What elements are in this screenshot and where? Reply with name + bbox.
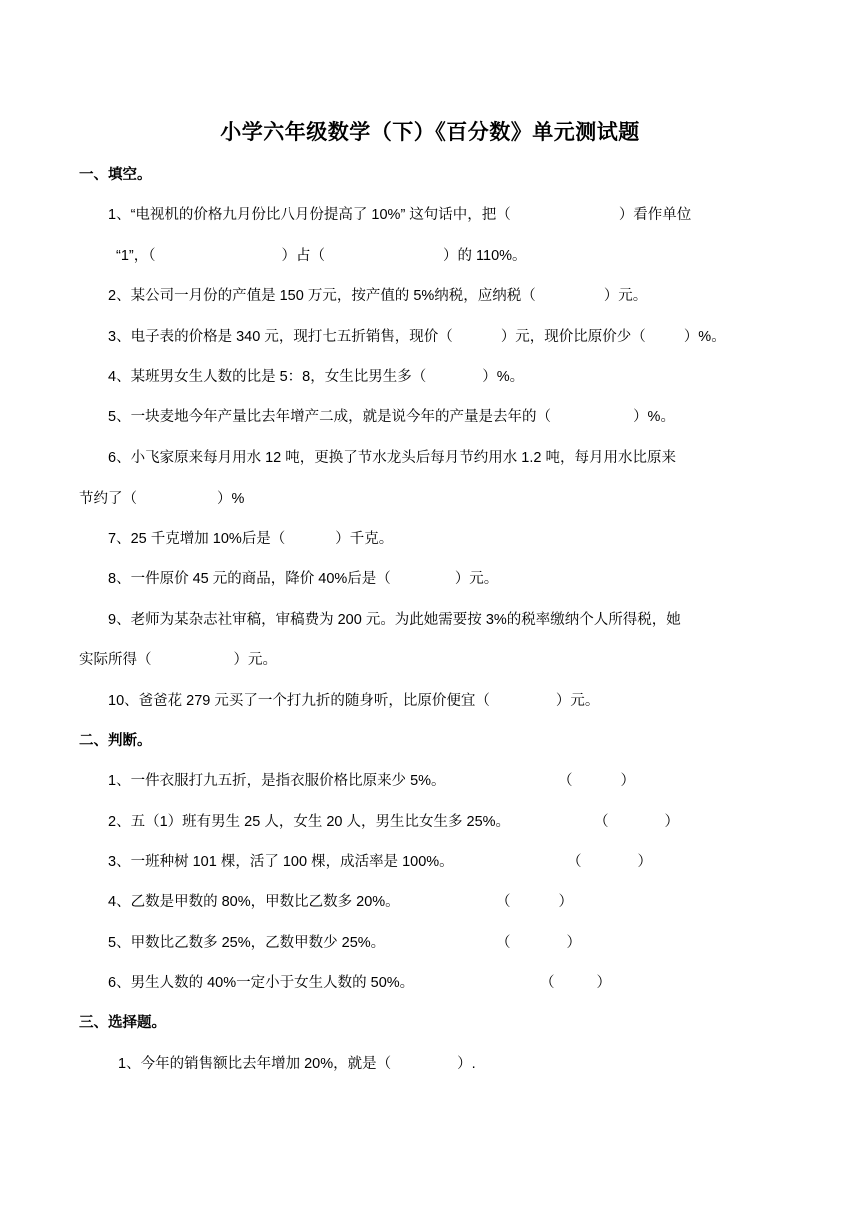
question-text: ）.	[457, 1056, 476, 1072]
bracket-open: （	[540, 975, 555, 991]
judgement-item-3-answer-bracket	[567, 850, 652, 871]
bracket-open: （	[558, 773, 573, 789]
question-text: 10、爸爸花 279 元买了一个打九折的随身听，比原价便宜（	[108, 693, 490, 709]
question-10	[108, 689, 599, 710]
judgement-item-1-text: 1、一件衣服打九五折，是指衣服价格比原来少 5%。	[108, 773, 446, 789]
question-6-line-1	[108, 446, 676, 467]
question-text: 7、25 千克增加 10%后是（	[108, 531, 286, 547]
bracket-open: （	[594, 814, 609, 830]
question-9-line-1	[108, 608, 681, 629]
bracket-open: （	[496, 894, 511, 910]
question-1-line-2	[116, 244, 527, 265]
section-heading-true-false: 二、判断。	[79, 733, 152, 749]
question-9-line-2	[79, 648, 277, 669]
choice-question-1	[118, 1052, 476, 1073]
judgement-item-3-text: 3、一班种树 101 棵，活了 100 棵，成活率是 100%。	[108, 854, 454, 870]
question-text: ）占（	[281, 248, 325, 264]
bracket-open: （	[567, 854, 582, 870]
question-text: 实际所得（	[79, 652, 152, 668]
question-1-line-1	[108, 203, 691, 224]
question-5	[108, 405, 675, 426]
question-text: ）元。	[454, 571, 499, 587]
question-text: “1”，（	[116, 248, 156, 264]
question-text: ）千克。	[335, 531, 394, 547]
question-text: 9、老师为某杂志社审稿，审稿费为 200 元。为此她需要按 3%的税率缴纳个人所得税，她	[108, 612, 681, 628]
question-text: 2、某公司一月份的产值是 150 万元，按产值的 5%纳税，应纳税（	[108, 288, 536, 304]
question-2	[108, 284, 647, 305]
question-text: ）元。	[603, 288, 648, 304]
bracket-close: ）	[620, 773, 635, 789]
question-text: 节约了（	[79, 491, 137, 507]
question-text: ）%	[217, 491, 245, 507]
question-3	[108, 325, 726, 346]
judgement-item-4-text: 4、乙数是甲数的 80%，甲数比乙数多 20%。	[108, 894, 400, 910]
question-text: ）%。	[633, 409, 675, 425]
question-text: ）的 110%。	[442, 248, 527, 264]
question-text: 4、某班男女生人数的比是 5：8，女生比男生多（	[108, 369, 427, 385]
question-text: 5、一块麦地今年产量比去年增产二成，就是说今年的产量是去年的（	[108, 409, 552, 425]
question-text: ）元。	[555, 693, 600, 709]
question-text: ）%。	[482, 369, 525, 385]
judgement-item-5-text: 5、甲数比乙数多 25%，乙数甲数少 25%。	[108, 935, 386, 951]
question-text: 1、“电视机的价格九月份比八月份提高了 10%” 这句话中，把（	[108, 207, 511, 223]
question-text: 1、今年的销售额比去年增加 20%，就是（	[118, 1056, 392, 1072]
bracket-close: ）	[637, 854, 652, 870]
question-4	[108, 365, 524, 386]
question-text: 3、电子表的价格是 340 元，现打七五折销售，现价（	[108, 329, 453, 345]
judgement-item-2-answer-bracket	[594, 810, 679, 831]
bracket-close: ）	[558, 894, 573, 910]
judgement-item-1-answer-bracket	[558, 769, 635, 790]
judgement-item-5-answer-bracket	[496, 931, 581, 952]
question-text: 8、一件原价 45 元的商品，降价 40%后是（	[108, 571, 391, 587]
bracket-close: ）	[566, 935, 581, 951]
question-text: ）元，现价比原价少（	[500, 329, 646, 345]
question-8	[108, 567, 498, 588]
question-text: ）元。	[233, 652, 277, 668]
bracket-close: ）	[664, 814, 679, 830]
judgement-item-4-answer-bracket	[496, 890, 573, 911]
judgement-item-6-text: 6、男生人数的 40%一定小于女生人数的 50%。	[108, 975, 415, 991]
question-7	[108, 527, 393, 548]
question-text: 6、小飞家原来每月用水 12 吨，更换了节水龙头后每月节约用水 1.2 吨，每月用水比原来	[108, 450, 676, 466]
section-heading-multiple-choice: 三、选择题。	[79, 1015, 166, 1031]
bracket-close: ）	[596, 975, 611, 991]
question-text: ）看作单位	[618, 207, 692, 223]
bracket-open: （	[496, 935, 511, 951]
question-6-line-2	[79, 487, 244, 508]
judgement-item-2-text: 2、五（1）班有男生 25 人，女生 20 人，男生比女生多 25%。	[108, 814, 511, 830]
question-text: ）%。	[683, 329, 726, 345]
page-title: 小学六年级数学（下）《百分数》单元测试题	[220, 121, 640, 144]
section-heading-fill-in: 一、填空。	[79, 167, 152, 183]
judgement-item-6-answer-bracket	[540, 971, 611, 992]
